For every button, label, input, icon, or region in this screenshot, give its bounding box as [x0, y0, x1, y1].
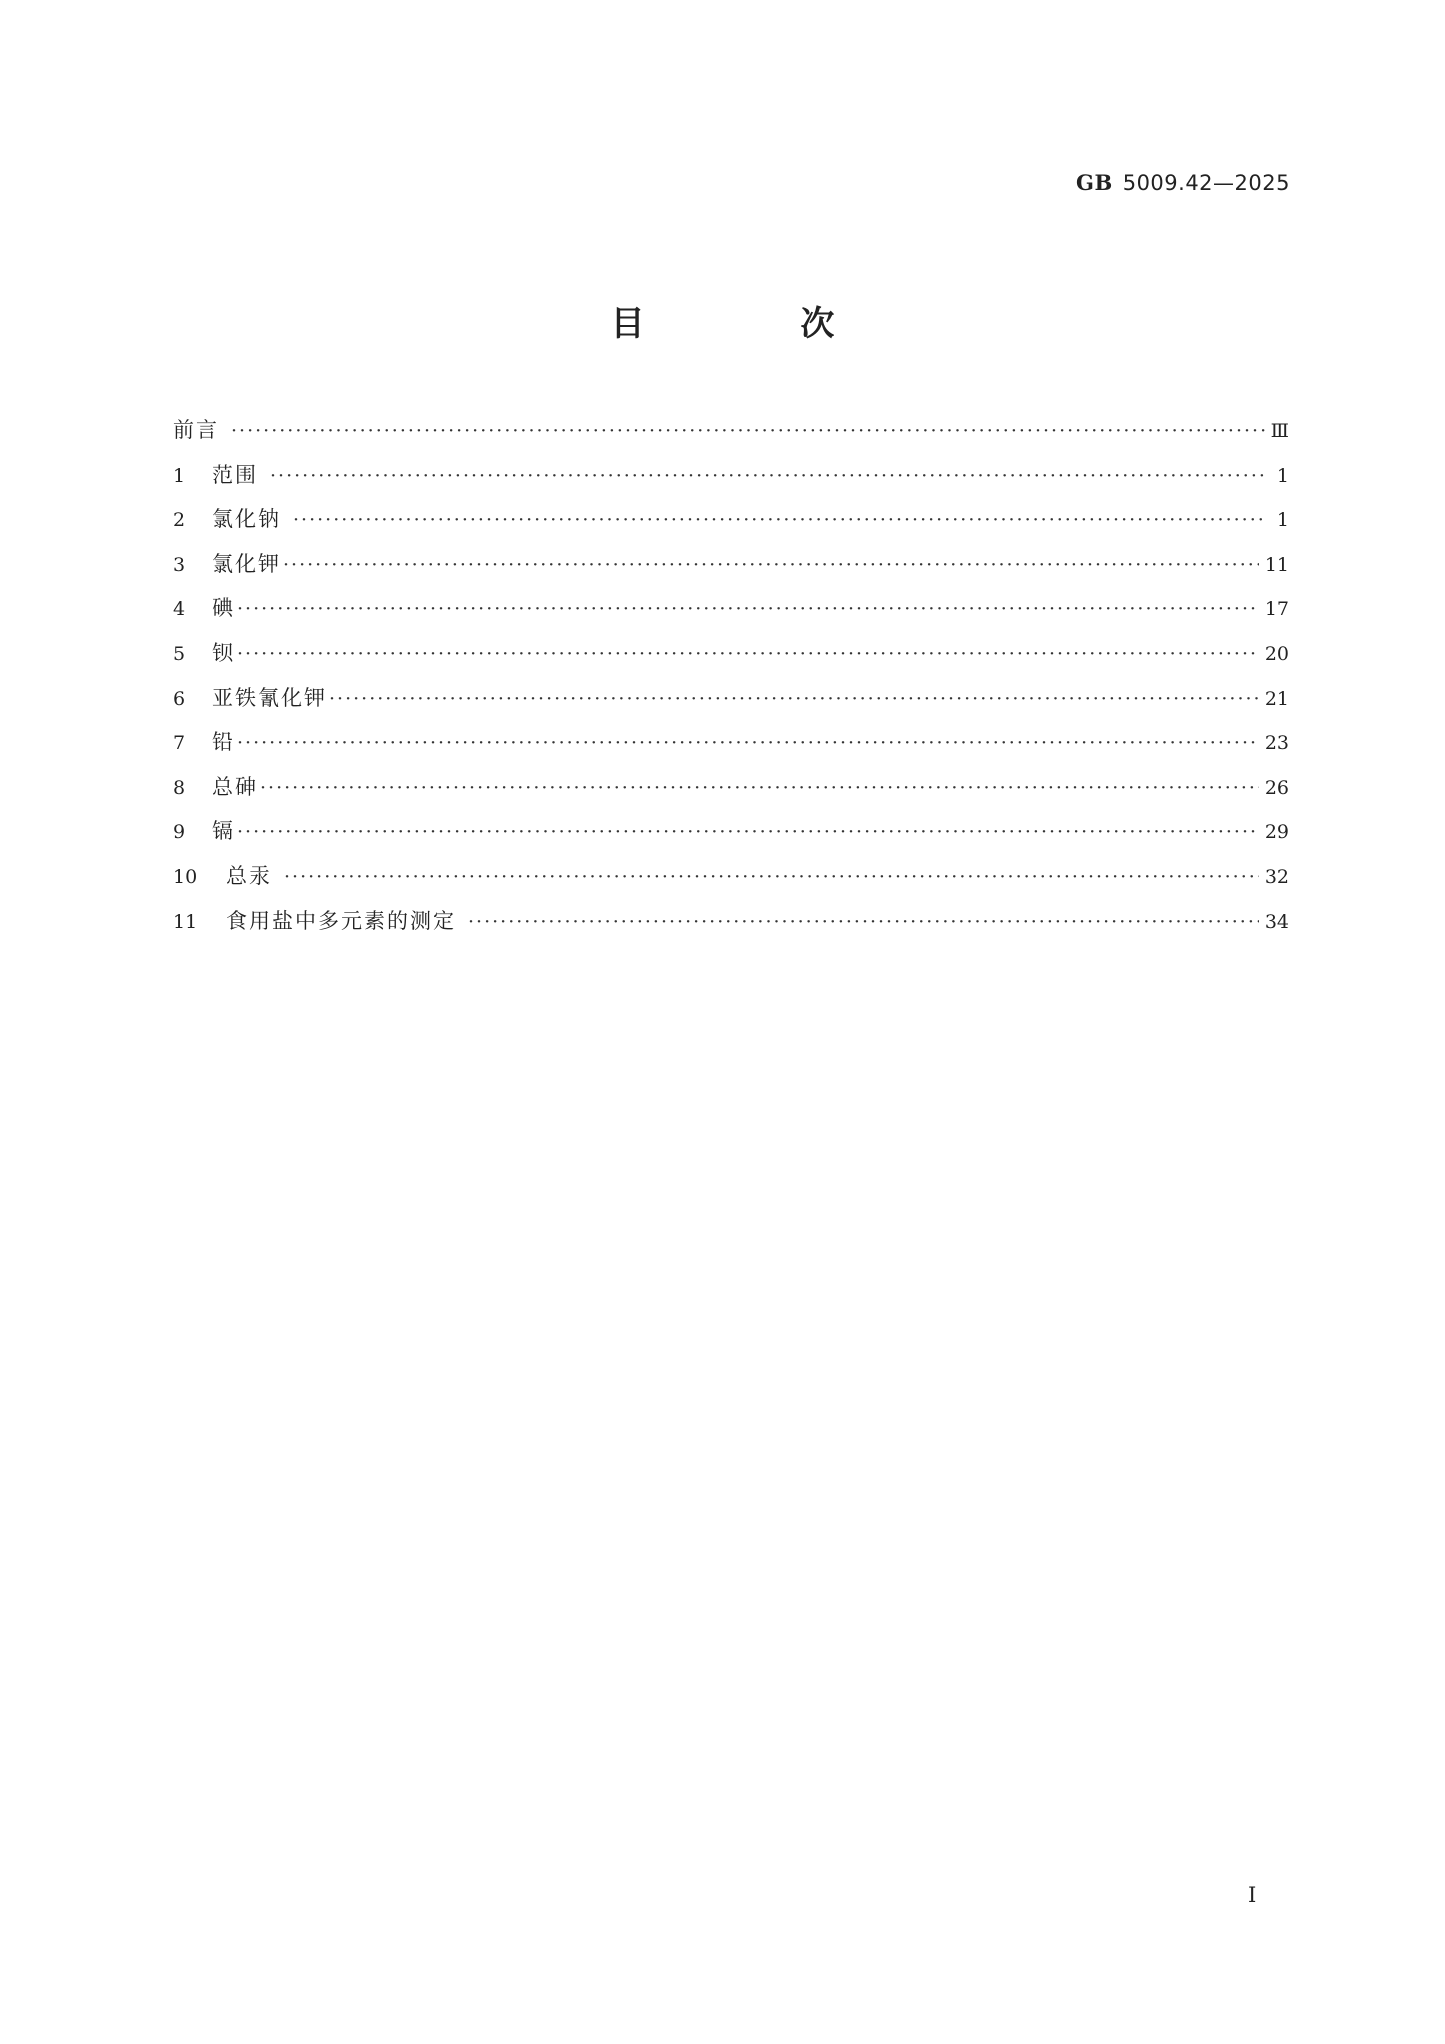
toc-entry-label: 总砷: [212, 774, 258, 799]
toc-entry-11[interactable]: [173, 905, 1289, 950]
toc-entry-page: 34: [1264, 910, 1289, 933]
table-of-contents: [173, 414, 1289, 949]
page-number: I: [1248, 1883, 1257, 1907]
standard-prefix: GB: [1076, 170, 1113, 195]
toc-entry-foreword[interactable]: [173, 414, 1289, 459]
toc-dot-leader: [329, 688, 1259, 710]
standard-number: 5009.42—2025: [1122, 171, 1290, 195]
toc-dot-leader: [237, 643, 1259, 665]
toc-entry-page: 20: [1264, 642, 1289, 665]
toc-entry-number: 2: [173, 509, 186, 532]
toc-entry-label: 镉: [212, 819, 235, 844]
toc-entry-number: 1: [173, 464, 186, 487]
toc-dot-leader: [237, 598, 1259, 620]
toc-dot-leader: [284, 866, 1259, 888]
toc-entry-page: 29: [1264, 821, 1289, 844]
toc-entry-label: 亚铁氰化钾: [212, 685, 327, 710]
toc-dot-leader: [237, 732, 1259, 754]
standard-code: [1076, 170, 1290, 195]
toc-entry-number: 3: [173, 553, 186, 576]
toc-entry-10[interactable]: [173, 860, 1289, 905]
toc-entry-label: 氯化钠: [212, 507, 281, 532]
toc-entry-2[interactable]: [173, 503, 1289, 548]
toc-entry-3[interactable]: [173, 548, 1289, 593]
toc-entry-8[interactable]: [173, 771, 1289, 816]
toc-entry-page: Ⅲ: [1270, 420, 1289, 442]
toc-entry-number: 9: [173, 821, 186, 844]
page-title: 目 次: [610, 304, 907, 344]
toc-entry-label: 钡: [212, 640, 235, 665]
toc-entry-number: 11: [173, 910, 198, 933]
toc-entry-number: 7: [173, 732, 186, 755]
toc-dot-leader: [270, 465, 1265, 487]
toc-dot-leader: [283, 554, 1259, 576]
toc-entry-label: 食用盐中多元素的测定: [226, 908, 456, 933]
toc-entry-9[interactable]: [173, 815, 1289, 860]
toc-entry-number: 6: [173, 687, 186, 710]
toc-entry-1[interactable]: [173, 459, 1289, 504]
toc-entry-4[interactable]: [173, 592, 1289, 637]
toc-entry-number: 8: [173, 776, 186, 799]
toc-entry-page: 17: [1264, 598, 1289, 621]
toc-entry-label: 总汞: [226, 863, 272, 888]
toc-entry-page: 21: [1264, 687, 1289, 710]
toc-dot-leader: [293, 509, 1265, 531]
toc-entry-label: 氯化钾: [212, 551, 281, 576]
toc-entry-label: 碘: [212, 596, 235, 621]
toc-entry-6[interactable]: [173, 682, 1289, 727]
toc-entry-number: 10: [173, 865, 198, 888]
toc-entry-page: 32: [1264, 865, 1289, 888]
toc-entry-page: 1: [1276, 509, 1289, 532]
toc-entry-number: 4: [173, 598, 186, 621]
toc-entry-5[interactable]: [173, 637, 1289, 682]
toc-dot-leader: [231, 420, 1265, 442]
toc-entry-label: 前言: [173, 418, 219, 442]
toc-entry-label: 范围: [212, 462, 258, 487]
toc-dot-leader: [237, 821, 1259, 843]
toc-entry-page: 11: [1264, 553, 1289, 576]
toc-dot-leader: [260, 777, 1259, 799]
toc-entry-7[interactable]: [173, 726, 1289, 771]
toc-entry-page: 26: [1264, 776, 1289, 799]
toc-entry-label: 铅: [212, 730, 235, 755]
toc-entry-page: 23: [1264, 732, 1289, 755]
toc-entry-number: 5: [173, 642, 186, 665]
toc-dot-leader: [468, 911, 1259, 933]
toc-entry-page: 1: [1276, 464, 1289, 487]
